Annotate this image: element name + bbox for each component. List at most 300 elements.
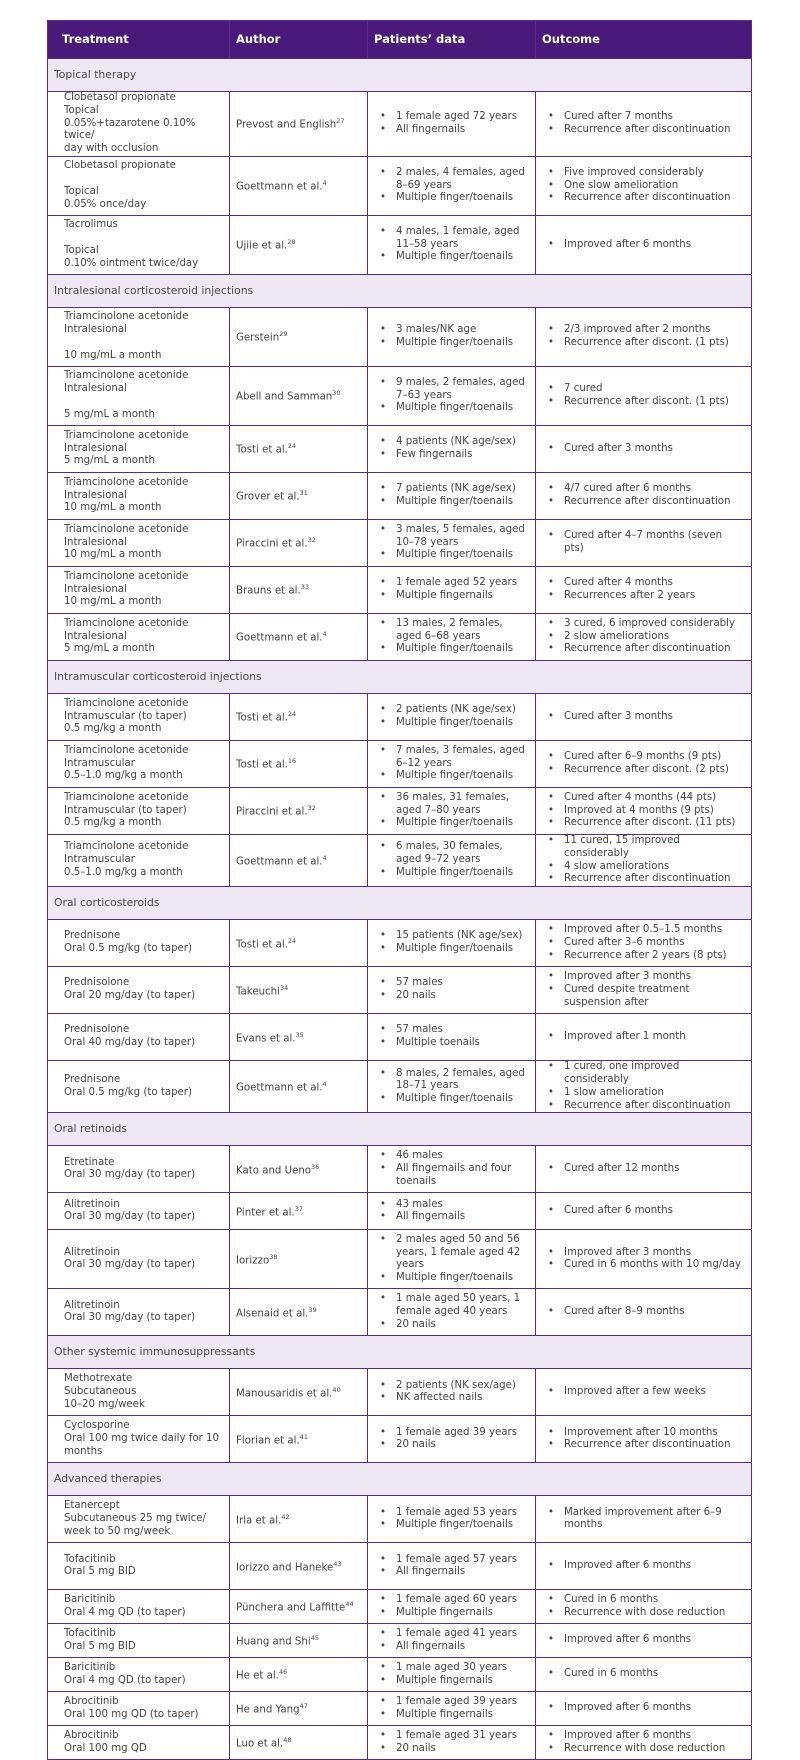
author-name: Tosti et al. <box>236 759 288 771</box>
patients-item: • 1 male aged 30 years <box>374 1662 529 1675</box>
author-cell <box>230 1496 368 1543</box>
outcome-list <box>542 1205 745 1218</box>
reference-number: 4 <box>322 1080 327 1089</box>
patients-item: • 15 patients (NK age/sex) <box>374 930 529 943</box>
outcome-item: • 4/7 cured after 6 months <box>542 483 745 496</box>
table-row <box>48 967 752 1014</box>
treatment-text: Etanercept Subcutaneous 25 mg twice/ week to 50 mg/week <box>64 1500 206 1537</box>
header-outcome: Outcome <box>536 21 752 59</box>
treatment-text: Alitretinoin Oral 30 mg/day (to taper) <box>64 1299 196 1324</box>
patients-cell <box>368 156 536 215</box>
patients-item: • 4 males, 1 female, aged 11–58 years <box>374 226 529 252</box>
treatment-text: Methotrexate Subcutaneous 10–20 mg/week <box>64 1373 145 1410</box>
patients-item: • 1 female aged 72 years <box>374 111 529 124</box>
outcome-list <box>542 577 745 603</box>
table-body <box>48 59 752 1760</box>
patients-list <box>374 977 529 1003</box>
author-cell <box>230 307 368 366</box>
outcome-list <box>542 483 745 509</box>
table-header-row <box>48 21 752 59</box>
section-title: Oral retinoids <box>48 1113 752 1146</box>
author-name: Huang and Shi <box>236 1636 311 1648</box>
reference-number: 48 <box>283 1736 292 1745</box>
patients-cell <box>368 1416 536 1463</box>
outcome-item: • 2 slow ameliorations <box>542 631 745 644</box>
outcome-cell <box>536 1543 752 1590</box>
author-cell <box>230 1061 368 1113</box>
table-row <box>48 215 752 274</box>
outcome-item: • Recurrence after discontinuation <box>542 643 745 656</box>
patients-item: • 1 female aged 53 years <box>374 1507 529 1520</box>
section-title: Other systemic immunosuppressants <box>48 1336 752 1369</box>
outcome-list <box>542 1031 745 1044</box>
section-header-row <box>48 59 752 92</box>
patients-item: • 7 males, 3 females, aged 6–12 years <box>374 745 529 771</box>
header-treatment: Treatment <box>48 21 230 59</box>
treatment-text: Triamcinolone acetonide Intralesional 10 mg/mL a month <box>64 523 189 561</box>
patients-cell <box>368 425 536 472</box>
author-cell <box>230 1590 368 1624</box>
author-name: He et al. <box>236 1670 279 1682</box>
outcome-list <box>542 383 745 409</box>
patients-item: • Multiple finger/toenails <box>374 643 529 656</box>
patients-item: • All fingernails <box>374 1566 529 1579</box>
outcome-cell <box>536 472 752 519</box>
patients-item: • 1 female aged 41 years <box>374 1628 529 1641</box>
outcome-item: • Improved after 0.5–1.5 months <box>542 924 745 937</box>
patients-cell <box>368 1658 536 1692</box>
reference-number: 35 <box>295 1030 304 1039</box>
treatment-cell <box>48 1692 230 1726</box>
author-cell <box>230 740 368 787</box>
patients-cell <box>368 92 536 157</box>
author-cell <box>230 1230 368 1289</box>
treatment-cell <box>48 307 230 366</box>
treatment-cell <box>48 1146 230 1193</box>
outcome-cell <box>536 156 752 215</box>
outcome-cell <box>536 787 752 834</box>
patients-cell <box>368 366 536 425</box>
table-row <box>48 1692 752 1726</box>
treatment-cell <box>48 1590 230 1624</box>
author-name: Iorizzo and Haneke <box>236 1562 334 1574</box>
section-title: Oral corticosteroids <box>48 887 752 920</box>
outcome-item: • Cured in 6 months <box>542 1594 745 1607</box>
reference-number: 40 <box>332 1385 341 1394</box>
patients-cell <box>368 1193 536 1230</box>
outcome-item: • Cured after 3 months <box>542 443 745 456</box>
outcome-item: • Cured after 3–6 months <box>542 937 745 950</box>
author-name: Pinter et al. <box>236 1207 295 1219</box>
outcome-cell <box>536 693 752 740</box>
author-name: Abell and Samman <box>236 391 333 403</box>
outcome-item: • Recurrence after discontinuation <box>542 496 745 509</box>
outcome-list <box>542 1427 745 1453</box>
patients-item: • All fingernails <box>374 124 529 137</box>
patients-cell <box>368 787 536 834</box>
outcome-list <box>542 751 745 777</box>
treatment-text: Prednisone Oral 0.5 mg/kg (to taper) <box>64 1073 192 1098</box>
section-header-row <box>48 274 752 307</box>
treatment-cell <box>48 1014 230 1061</box>
patients-list <box>374 1024 529 1050</box>
patients-item: • 20 nails <box>374 990 529 1003</box>
patients-item: • All fingernails and four toenails <box>374 1163 529 1189</box>
treatment-cell <box>48 366 230 425</box>
table-row <box>48 834 752 886</box>
table-row <box>48 425 752 472</box>
patients-item: • Multiple fingernails <box>374 590 529 603</box>
treatment-text: Triamcinolone acetonide Intralesional 5 mg/mL a month <box>64 370 189 420</box>
author-name: Prevost and English <box>236 119 337 131</box>
patients-cell <box>368 1369 536 1416</box>
treatment-text: Tofacitinib Oral 5 mg BID <box>64 1628 136 1652</box>
reference-number: 41 <box>299 1432 308 1441</box>
outcome-cell <box>536 834 752 886</box>
section-title: Intramuscular corticosteroid injections <box>48 660 752 693</box>
section-title: Topical therapy <box>48 59 752 92</box>
reference-number: 27 <box>336 117 345 126</box>
outcome-list <box>542 1668 745 1681</box>
outcome-cell <box>536 1193 752 1230</box>
outcome-list <box>542 1061 745 1112</box>
outcome-list <box>542 239 745 252</box>
table-row <box>48 1726 752 1760</box>
outcome-item: • Cured in 6 months with 10 mg/day <box>542 1259 745 1272</box>
reference-number: 16 <box>287 757 297 766</box>
patients-list <box>374 1628 529 1654</box>
author-cell <box>230 787 368 834</box>
patients-list <box>374 111 529 137</box>
patients-cell <box>368 967 536 1014</box>
author-name: Luo et al. <box>236 1738 284 1750</box>
treatment-text: Abrocitinib Oral 100 mg QD (to taper) <box>64 1696 199 1720</box>
treatment-table <box>47 20 752 1760</box>
outcome-list <box>542 1386 745 1399</box>
patients-item: • 8 males, 2 females, aged 18–71 years <box>374 1068 529 1094</box>
author-cell <box>230 1624 368 1658</box>
patients-list <box>374 1662 529 1688</box>
patients-item: • 1 female aged 39 years <box>374 1427 529 1440</box>
author-cell <box>230 366 368 425</box>
outcome-item: • Recurrence after discontinuation <box>542 1100 745 1113</box>
outcome-list <box>542 1594 745 1620</box>
outcome-item: • Recurrence with dose reduction <box>542 1743 745 1756</box>
outcome-cell <box>536 215 752 274</box>
patients-list <box>374 324 529 350</box>
outcome-item: • Cured after 6 months <box>542 1205 745 1218</box>
table-row <box>48 740 752 787</box>
author-name: Piraccini et al. <box>236 538 308 550</box>
patients-item: • 2 males, 4 females, aged 8–69 years <box>374 167 529 193</box>
outcome-item: • Cured after 4 months <box>542 577 745 590</box>
author-name: Brauns et al. <box>236 585 301 597</box>
outcome-list <box>542 792 745 830</box>
patients-list <box>374 1068 529 1106</box>
patients-item: • 1 male aged 50 years, 1 female aged 40 years <box>374 1293 529 1319</box>
section-header-row <box>48 887 752 920</box>
reference-number: 32 <box>307 804 316 813</box>
treatment-cell <box>48 1416 230 1463</box>
outcome-item: • Cured after 4–7 months (seven pts) <box>542 530 745 556</box>
author-cell <box>230 834 368 886</box>
outcome-item: • Recurrence with dose reduction <box>542 1607 745 1620</box>
patients-item: • 1 female aged 39 years <box>374 1696 529 1709</box>
patients-item: • 57 males <box>374 977 529 990</box>
table-row <box>48 472 752 519</box>
outcome-item: • Marked improvement after 6–9 months <box>542 1507 745 1533</box>
outcome-item: • Five improved considerably <box>542 167 745 180</box>
patients-item: • Multiple finger/toenails <box>374 496 529 509</box>
outcome-cell <box>536 92 752 157</box>
treatment-cell <box>48 740 230 787</box>
outcome-item: • Improved after 6 months <box>542 239 745 252</box>
patients-list <box>374 1507 529 1533</box>
treatment-text: Tofacitinib Oral 5 mg BID <box>64 1553 136 1578</box>
patients-list <box>374 1730 529 1756</box>
patients-cell <box>368 1543 536 1590</box>
outcome-item: • Recurrence after discontinuation <box>542 124 745 137</box>
outcome-item: • Improved at 4 months (9 pts) <box>542 805 745 818</box>
outcome-item: • Improvement after 10 months <box>542 1427 745 1440</box>
patients-cell <box>368 519 536 566</box>
table-row <box>48 1658 752 1692</box>
patients-item: • 3 males/NK age <box>374 324 529 337</box>
outcome-cell <box>536 566 752 613</box>
patients-item: • 1 female aged 31 years <box>374 1730 529 1743</box>
treatment-cell <box>48 1496 230 1543</box>
author-name: Iorizzo <box>236 1255 270 1267</box>
patients-cell <box>368 1146 536 1193</box>
patients-cell <box>368 1014 536 1061</box>
treatment-cell <box>48 92 230 157</box>
author-name: Ujiie et al. <box>236 240 288 252</box>
treatment-text: Alitretinoin Oral 30 mg/day (to taper) <box>64 1246 196 1271</box>
patients-item: • Multiple finger/toenails <box>374 1093 529 1106</box>
patients-cell <box>368 1496 536 1543</box>
patients-item: • NK affected nails <box>374 1392 529 1405</box>
patients-list <box>374 577 529 603</box>
outcome-cell <box>536 967 752 1014</box>
patients-cell <box>368 1726 536 1760</box>
outcome-cell <box>536 307 752 366</box>
outcome-cell <box>536 425 752 472</box>
table-row <box>48 1230 752 1289</box>
treatment-cell <box>48 215 230 274</box>
patients-list <box>374 841 529 879</box>
reference-number: 24 <box>287 936 297 945</box>
treatment-cell <box>48 1658 230 1692</box>
patients-item: • 2 males aged 50 and 56 years, 1 female aged 42 years <box>374 1234 529 1272</box>
patients-item: • 7 patients (NK age/sex) <box>374 483 529 496</box>
outcome-item: • 7 cured <box>542 383 745 396</box>
outcome-list <box>542 924 745 962</box>
reference-number: 42 <box>281 1512 290 1521</box>
treatment-text: Triamcinolone acetonide Intramuscular 0.5–1.0 mg/kg a month <box>64 744 189 782</box>
treatment-text: Triamcinolone acetonide Intramuscular (to taper) 0.5 mg/kg a month <box>64 791 189 829</box>
treatment-text: Cyclosporine Oral 100 mg twice daily for 10 months <box>64 1420 219 1457</box>
reference-number: 4 <box>322 853 327 862</box>
outcome-item: • Cured after 8–9 months <box>542 1306 745 1319</box>
author-cell <box>230 613 368 660</box>
outcome-list <box>542 1702 745 1715</box>
patients-item: • 9 males, 2 females, aged 7–63 years <box>374 377 529 403</box>
reference-number: 4 <box>322 179 327 188</box>
patients-list <box>374 704 529 730</box>
patients-list <box>374 745 529 783</box>
patients-list <box>374 618 529 656</box>
author-name: Goettmann et al. <box>236 1082 323 1094</box>
treatment-cell <box>48 1230 230 1289</box>
author-name: Irla et al. <box>236 1515 282 1527</box>
author-cell <box>230 1146 368 1193</box>
patients-item: • Multiple finger/toenails <box>374 770 529 783</box>
treatment-cell <box>48 1543 230 1590</box>
outcome-list <box>542 618 745 656</box>
treatment-text: Triamcinolone acetonide Intramuscular (to taper) 0.5 mg/kg a month <box>64 697 189 735</box>
table-row <box>48 1590 752 1624</box>
outcome-item: • Cured after 12 months <box>542 1163 745 1176</box>
outcome-cell <box>536 740 752 787</box>
patients-cell <box>368 307 536 366</box>
patients-list <box>374 1696 529 1722</box>
table-row <box>48 566 752 613</box>
outcome-item: • Improved after 3 months <box>542 971 745 984</box>
reference-number: 31 <box>299 489 308 498</box>
outcome-item: • 2/3 improved after 2 months <box>542 324 745 337</box>
treatment-text: Triamcinolone acetonide Intralesional 10 mg/mL a month <box>64 570 189 608</box>
patients-cell <box>368 566 536 613</box>
outcome-list <box>542 1163 745 1176</box>
patients-cell <box>368 1289 536 1336</box>
author-cell <box>230 1369 368 1416</box>
author-cell <box>230 1692 368 1726</box>
reference-number: 45 <box>310 1634 319 1643</box>
author-cell <box>230 92 368 157</box>
outcome-item: • Recurrence after 2 years (8 pts) <box>542 950 745 963</box>
reference-number: 32 <box>307 536 316 545</box>
table-row <box>48 1369 752 1416</box>
patients-item: • Multiple finger/toenails <box>374 1272 529 1285</box>
treatment-cell <box>48 425 230 472</box>
section-title: Advanced therapies <box>48 1463 752 1496</box>
outcome-cell <box>536 1692 752 1726</box>
patients-item: • All fingernails <box>374 1211 529 1224</box>
patients-list <box>374 226 529 264</box>
reference-number: 47 <box>299 1702 308 1711</box>
outcome-item: • 1 slow amelioration <box>542 1087 745 1100</box>
reference-number: 38 <box>269 1252 278 1261</box>
patients-item: • 2 patients (NK sex/age) <box>374 1380 529 1393</box>
treatment-text: Triamcinolone acetonide Intramuscular 0.5–1.0 mg/kg a month <box>64 841 189 878</box>
table-row <box>48 1416 752 1463</box>
patients-list <box>374 1427 529 1453</box>
author-cell <box>230 1543 368 1590</box>
outcome-item: • Recurrence after discont. (1 pts) <box>542 337 745 350</box>
patients-cell <box>368 1230 536 1289</box>
patients-item: • All fingernails <box>374 1641 529 1654</box>
outcome-item: • Recurrence after discontinuation <box>542 1439 745 1452</box>
table-row <box>48 613 752 660</box>
patients-cell <box>368 613 536 660</box>
treatment-cell <box>48 472 230 519</box>
outcome-list <box>542 1247 745 1273</box>
author-cell <box>230 472 368 519</box>
outcome-item: • 11 cured, 15 improved considerably <box>542 835 745 861</box>
outcome-item: • Recurrence after discontinuation <box>542 192 745 205</box>
header-patients-data: Patients’ data <box>368 21 536 59</box>
author-cell <box>230 693 368 740</box>
author-cell <box>230 1416 368 1463</box>
outcome-cell <box>536 1369 752 1416</box>
treatment-text: Triamcinolone acetonide Intralesional 10 mg/mL a month <box>64 476 189 514</box>
section-title: Intralesional corticosteroid injections <box>48 274 752 307</box>
treatment-cell <box>48 519 230 566</box>
outcome-cell <box>536 1146 752 1193</box>
treatment-cell <box>48 1624 230 1658</box>
treatment-text: Triamcinolone acetonide Intralesional 5 mg/mL a month <box>64 429 189 467</box>
reference-number: 36 <box>311 1162 320 1171</box>
outcome-list <box>542 167 745 205</box>
outcome-item: • Cured after 7 months <box>542 111 745 124</box>
outcome-cell <box>536 1416 752 1463</box>
author-name: Tosti et al. <box>236 444 288 456</box>
section-header-row <box>48 660 752 693</box>
patients-item: • 1 female aged 60 years <box>374 1594 529 1607</box>
patients-item: • 20 nails <box>374 1743 529 1756</box>
author-cell <box>230 425 368 472</box>
outcome-list <box>542 971 745 1009</box>
treatment-text: Clobetasol propionate Topical 0.05%+tazarotene 0.10% twice/ day with occlusion <box>64 92 196 155</box>
patients-cell <box>368 1061 536 1113</box>
outcome-list <box>542 835 745 886</box>
patients-item: • Multiple fingernails <box>374 1709 529 1722</box>
author-cell <box>230 1726 368 1760</box>
patients-cell <box>368 1590 536 1624</box>
reference-number: 4 <box>322 630 327 639</box>
patients-list <box>374 1594 529 1620</box>
table-row <box>48 920 752 967</box>
treatment-text: Clobetasol propionate Topical 0.05% once/day <box>64 160 176 210</box>
table-row <box>48 1496 752 1543</box>
outcome-item: • Improved after 6 months <box>542 1730 745 1743</box>
section-header-row <box>48 1336 752 1369</box>
author-name: He and Yang <box>236 1704 300 1716</box>
table-row <box>48 1193 752 1230</box>
patients-item: • Multiple finger/toenails <box>374 717 529 730</box>
author-cell <box>230 1193 368 1230</box>
patients-item: • 6 males, 30 females, aged 9–72 years <box>374 841 529 867</box>
treatment-cell <box>48 693 230 740</box>
author-name: Grover et al. <box>236 491 300 503</box>
patients-list <box>374 436 529 462</box>
reference-number: 34 <box>279 983 289 992</box>
outcome-cell <box>536 1230 752 1289</box>
author-name: Pünchera and Laffitte <box>236 1602 346 1614</box>
patients-item: • 13 males, 2 females, aged 6–68 years <box>374 618 529 644</box>
author-name: Florian et al. <box>236 1435 300 1447</box>
patients-cell <box>368 920 536 967</box>
author-name: Goettmann et al. <box>236 632 323 644</box>
treatment-cell <box>48 967 230 1014</box>
patients-item: • Few fingernails <box>374 449 529 462</box>
header-author: Author <box>230 21 368 59</box>
author-cell <box>230 1289 368 1336</box>
author-name: Kato and Ueno <box>236 1165 312 1177</box>
treatment-text: Prednisone Oral 0.5 mg/kg (to taper) <box>64 930 192 955</box>
reference-number: 28 <box>287 238 296 247</box>
author-name: Gerstein <box>236 332 280 344</box>
